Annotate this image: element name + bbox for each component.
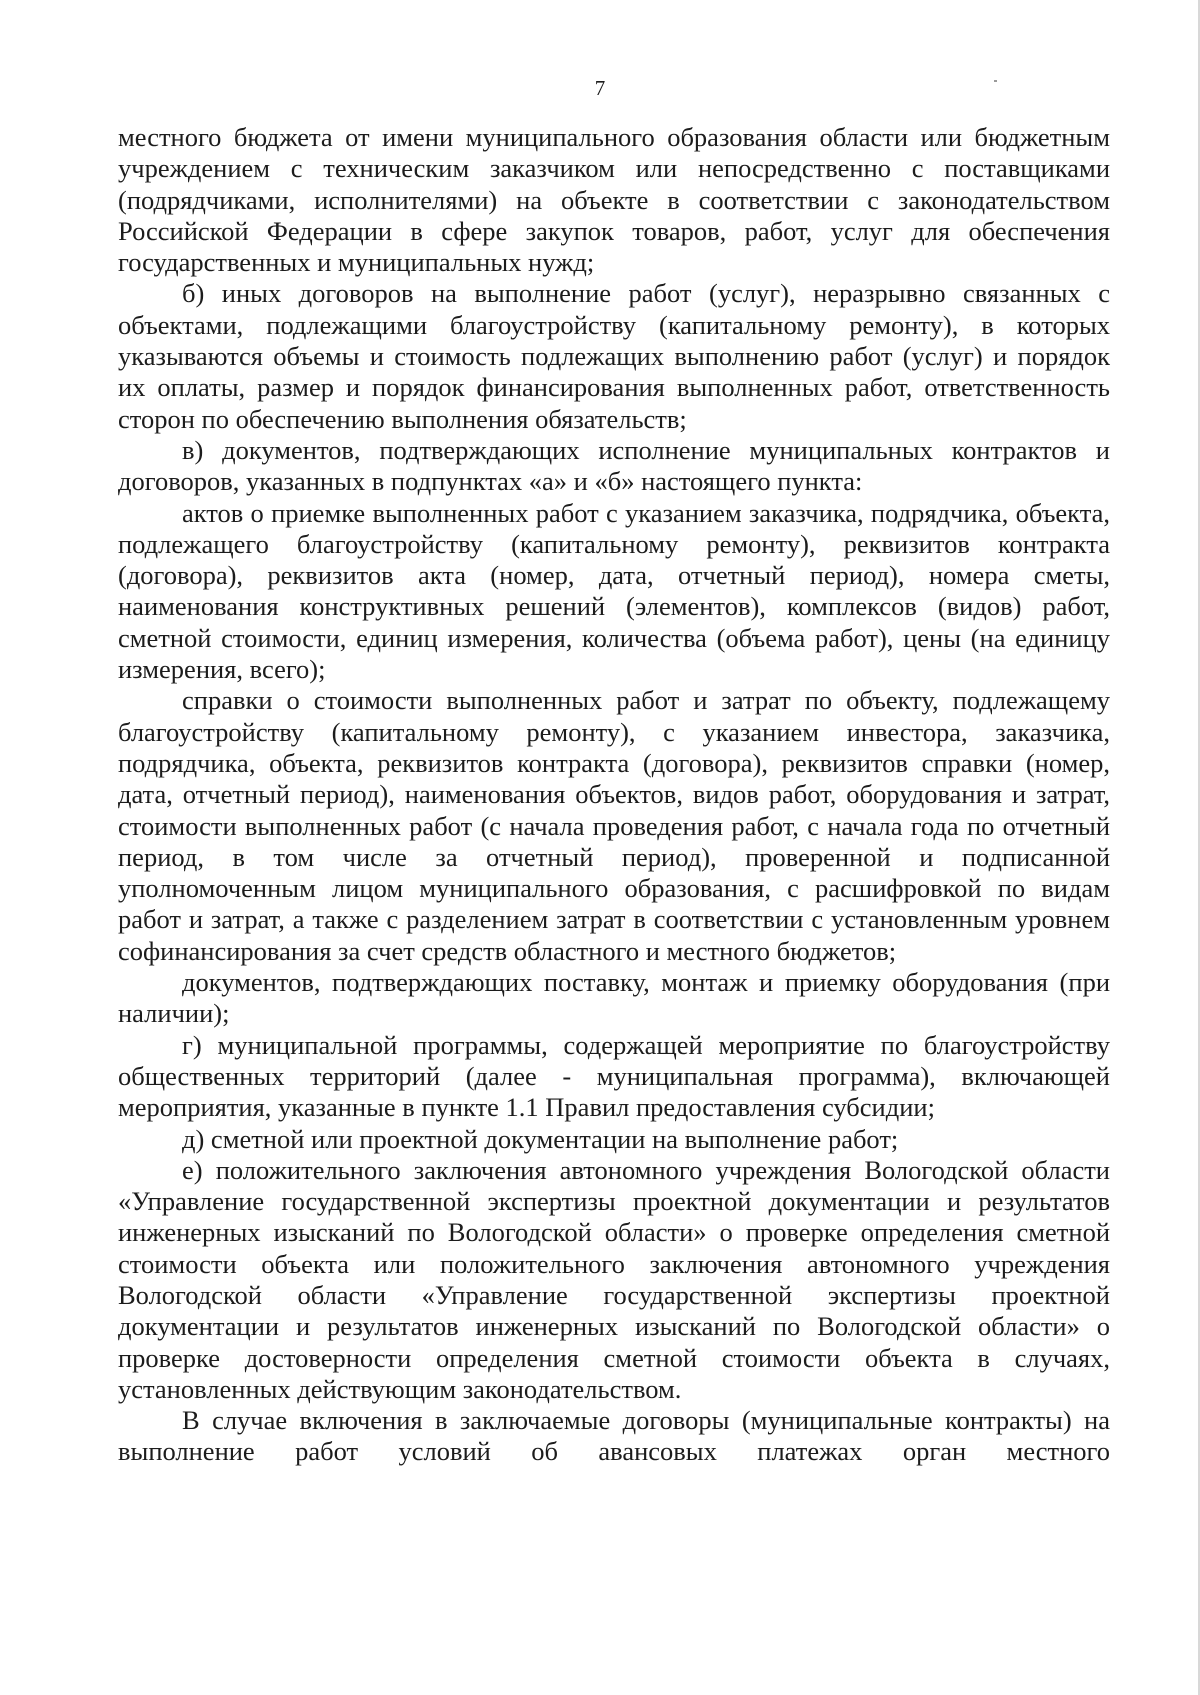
paragraph-equipment-documents: документов, подтверждающих поставку, монтаж и приемку оборудования (при наличии); (118, 967, 1110, 1029)
paragraph-advance-payments: В случае включения в заключаемые договоры (муниципальные контракты) на выполнение работ условий об авансовых платежах орган местного (118, 1405, 1110, 1467)
scan-mark (994, 80, 997, 82)
paragraph-continuation: местного бюджета от имени муниципального образования области или бюджетным учреждением с техническим заказчиком или непосредственно с поставщиками (подрядчиками, исполнителями) на объекте в соответствии с законодательством Российской Федерации в сфере закупок товаров, работ, услуг для обеспечения государственных и муниципальных нужд; (118, 122, 1110, 278)
document-body (118, 122, 1110, 1468)
paragraph-cost-certificate: справки о стоимости выполненных работ и затрат по объекту, подлежащему благоустройству (капитальному ремонту), с указанием инвестора, заказчика, подрядчика, объекта, реквизитов контракта (договора), реквизитов справки (номер, дата, отчетный период), наименования объектов, видов работ, оборудования и затрат, стоимости выполненных работ (с начала проведения работ, с начала года по отчетный период, в том числе за отчетный период), проверенной и подписанной уполномоченным лицом муниципального образования, с расшифровкой по видам работ и затрат, а также с разделением затрат в соответствии с установленным уровнем софинансирования за счет средств областного и местного бюджетов; (118, 685, 1110, 966)
paragraph-acts: актов о приемке выполненных работ с указанием заказчика, подрядчика, объекта, подлежащего благоустройству (капитальному ремонту), реквизитов контракта (договора), реквизитов акта (номер, дата, отчетный период), номера сметы, наименования конструктивных решений (элементов), комплексов (видов) работ, сметной стоимости, единиц измерения, количества (объема работ), цены (на единицу измерения, всего); (118, 497, 1110, 685)
page-number: 7 (594, 76, 606, 100)
paragraph-item-e: е) положительного заключения автономного учреждения Вологодской области «Управление государственной экспертизы проектной документации и результатов инженерных изысканий по Вологодской области» о проверке определения сметной стоимости объекта или положительного заключения автономного учреждения Вологодской области «Управление государственной экспертизы проектной документации и результатов инженерных изысканий по Вологодской области» о проверке достоверности определения сметной стоимости объекта в случаях, установленных действующим законодательством. (118, 1154, 1110, 1404)
paragraph-item-v: в) документов, подтверждающих исполнение муниципальных контрактов и договоров, указанных в подпунктах «а» и «б» настоящего пункта: (118, 434, 1110, 497)
paragraph-item-b: б) иных договоров на выполнение работ (услуг), неразрывно связанных с объектами, подлежащими благоустройству (капитальному ремонту), в которых указываются объемы и стоимость подлежащих выполнению работ (услуг) и порядок их оплаты, размер и порядок финансирования выполненных работ, ответственность сторон по обеспечению выполнения обязательств; (118, 278, 1110, 434)
paragraph-item-g: г) муниципальной программы, содержащей мероприятие по благоустройству общественных территорий (далее - муниципальная программа), включающей мероприятия, указанные в пункте 1.1 Правил предоставления субсидии; (118, 1029, 1110, 1123)
paragraph-item-d: д) сметной или проектной документации на выполнение работ; (182, 1123, 899, 1154)
